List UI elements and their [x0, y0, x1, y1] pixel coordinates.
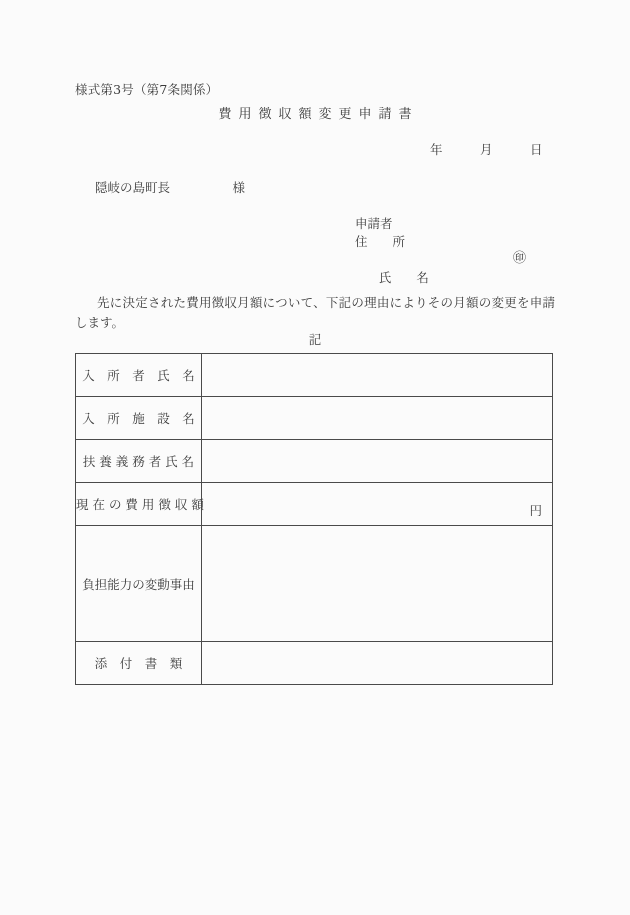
table-row	[76, 440, 553, 483]
row-label: 入 所 者 氏 名	[82, 368, 195, 383]
row-value-cell[interactable]	[202, 642, 553, 685]
table-row	[76, 397, 553, 440]
table-body	[76, 354, 553, 685]
applicant-name-row	[355, 251, 527, 285]
table-row	[76, 642, 553, 685]
row-label-cell	[76, 483, 202, 526]
row-label-cell	[76, 526, 202, 642]
table-row	[76, 354, 553, 397]
form-number: 様式第3号（第7条関係）	[75, 82, 219, 97]
row-value-cell[interactable]	[202, 354, 553, 397]
row-label: 添 付 書 類	[94, 656, 183, 671]
applicant-block	[355, 215, 527, 285]
row-label: 負担能力の変動事由	[82, 576, 195, 592]
row-value-cell[interactable]	[202, 440, 553, 483]
row-label-cell	[76, 642, 202, 685]
row-label-cell	[76, 440, 202, 483]
page-title: 費用徴収額変更申請書	[218, 107, 419, 122]
row-label: 扶 養 義 務 者 氏 名	[82, 454, 195, 469]
date-line: 年 月 日	[430, 142, 543, 157]
table-row	[76, 526, 553, 642]
table-row	[76, 483, 553, 526]
body-paragraph: 先に決定された費用徴収月額について、下記の理由によりその月額の変更を申請します。	[75, 295, 555, 330]
row-label: 現 在 の 費 用 徴 収 額	[76, 497, 204, 512]
applicant-address-label: 住 所	[355, 234, 406, 249]
addressee: 隠岐の島町長 様	[95, 180, 246, 195]
row-value-cell[interactable]	[202, 526, 553, 642]
currency-unit-label: 円	[529, 503, 542, 518]
applicant-heading: 申請者	[355, 216, 393, 231]
row-label-cell	[76, 354, 202, 397]
seal-icon: ㊞	[513, 251, 527, 266]
row-value-cell[interactable]	[202, 397, 553, 440]
ki-marker: 記	[308, 332, 322, 347]
application-table	[75, 353, 553, 685]
row-label: 入 所 施 設 名	[82, 411, 195, 426]
row-label-cell	[76, 397, 202, 440]
row-value-cell[interactable]	[202, 483, 553, 526]
applicant-name-label: 氏 名	[378, 270, 429, 285]
